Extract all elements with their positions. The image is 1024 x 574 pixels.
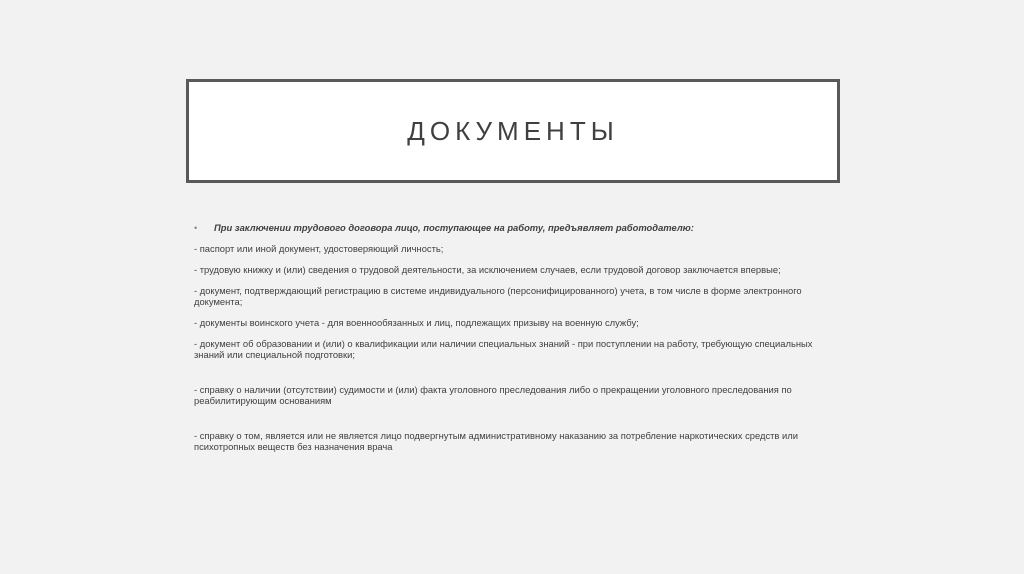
list-item: - трудовую книжку и (или) сведения о трудовой деятельности, за исключением случаев, если трудовой договор заключается впервые; bbox=[194, 264, 781, 275]
list-item: - паспорт или иной документ, удостоверяющий личность; bbox=[194, 243, 444, 254]
slide-title: ДОКУМЕНТЫ bbox=[407, 115, 619, 146]
title-box bbox=[186, 79, 840, 183]
list-item: - документ об образовании и (или) о квалификации или наличии специальных знаний - при поступлении на работу, требующую специальных знаний или специальной подготовки; bbox=[194, 338, 813, 360]
list-item: - документы воинского учета - для военнообязанных и лиц, подлежащих призыву на военную службу; bbox=[194, 317, 639, 328]
bullet-icon: • bbox=[194, 222, 198, 233]
list-item: - справку о том, является или не является лицо подвергнутым административному наказанию за потребление наркотических средств или психотропных веществ без назначения врача bbox=[194, 430, 798, 452]
list-item: - справку о наличии (отсутствии) судимости и (или) факта уголовного преследования либо о прекращении уголовного преследования по реабилитирующим основаниям bbox=[194, 384, 792, 406]
intro-paragraph bbox=[194, 222, 834, 233]
list-item: - документ, подтверждающий регистрацию в системе индивидуального (персонифицированного) учета, в том числе в форме электронного документа; bbox=[194, 285, 802, 307]
intro-text: При заключении трудового договора лицо, поступающее на работу, предъявляет работодателю: bbox=[214, 222, 694, 233]
slide-content bbox=[194, 222, 834, 452]
